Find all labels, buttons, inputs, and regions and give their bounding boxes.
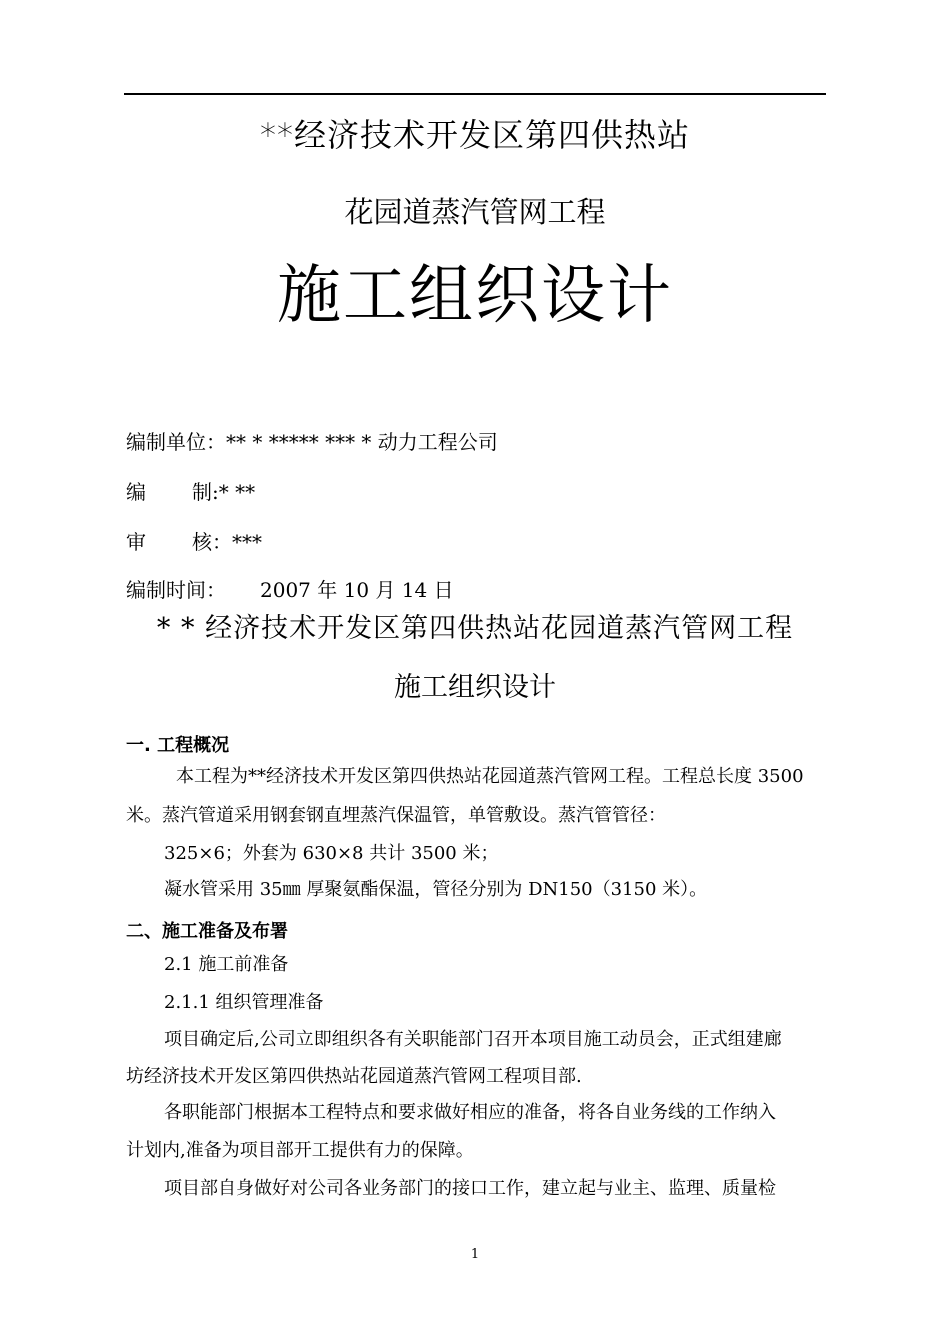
meta-date-value: 2007 年 10 月 14 日 — [260, 578, 454, 602]
body-title-line2: 施工组织设计 — [394, 672, 556, 703]
meta-reviewer-value: *** — [232, 530, 262, 554]
meta-reviewer-label-2: 核： — [192, 530, 232, 554]
paragraph-line: 325×6；外套为 630×8 共计 3500 米； — [164, 843, 499, 864]
subsection-heading: 2.1 施工前准备 — [164, 954, 289, 975]
paragraph-line: 计划内,准备为项目部开工提供有力的保障。 — [126, 1140, 474, 1161]
cover-title-line3: 施工组织设计 — [277, 259, 673, 333]
meta-editor-value: * ** — [218, 480, 256, 504]
meta-reviewer-label-1: 审 — [126, 530, 146, 554]
paragraph-line: 各职能部门根据本工程特点和要求做好相应的准备，将各自业务线的工作纳入 — [164, 1102, 776, 1123]
cover-title-line1: **经济技术开发区第四供热站 — [259, 116, 690, 154]
paragraph-line: 项目部自身做好对公司各业务部门的接口工作，建立起与业主、监理、质量检 — [164, 1178, 776, 1199]
meta-unit-label: 编制单位： — [126, 430, 226, 454]
meta-date — [126, 574, 454, 603]
section-heading-2: 二、施工准备及布署 — [126, 921, 288, 942]
page-number: 1 — [470, 1247, 480, 1262]
subsection-heading: 2.1.1 组织管理准备 — [164, 992, 324, 1013]
meta-date-label: 编制时间： — [126, 578, 226, 602]
body-title-line1: * * 经济技术开发区第四供热站花园道蒸汽管网工程 — [156, 613, 794, 644]
cover-title-line2: 花园道蒸汽管网工程 — [344, 195, 606, 229]
meta-reviewer — [126, 526, 262, 555]
section-heading-1: 一. 工程概况 — [126, 735, 230, 756]
paragraph-line: 坊经济技术开发区第四供热站花园道蒸汽管网工程项目部. — [126, 1066, 582, 1087]
header-rule — [124, 93, 826, 95]
meta-editor — [126, 476, 255, 505]
paragraph-line: 项目确定后,公司立即组织各有关职能部门召开本项目施工动员会，正式组建廊 — [164, 1029, 782, 1050]
meta-unit-value: ** * ***** *** * 动力工程公司 — [226, 430, 498, 454]
paragraph-line: 凝水管采用 35㎜ 厚聚氨酯保温，管径分别为 DN150（3150 米）。 — [164, 879, 708, 900]
paragraph-line: 米。蒸汽管道采用钢套钢直埋蒸汽保温管，单管敷设。蒸汽管管径： — [126, 805, 666, 826]
meta-unit — [126, 426, 498, 455]
meta-editor-label-2: 制: — [192, 480, 219, 504]
paragraph-line: 本工程为**经济技术开发区第四供热站花园道蒸汽管网工程。工程总长度 3500 — [176, 766, 804, 787]
meta-editor-label-1: 编 — [126, 480, 146, 504]
